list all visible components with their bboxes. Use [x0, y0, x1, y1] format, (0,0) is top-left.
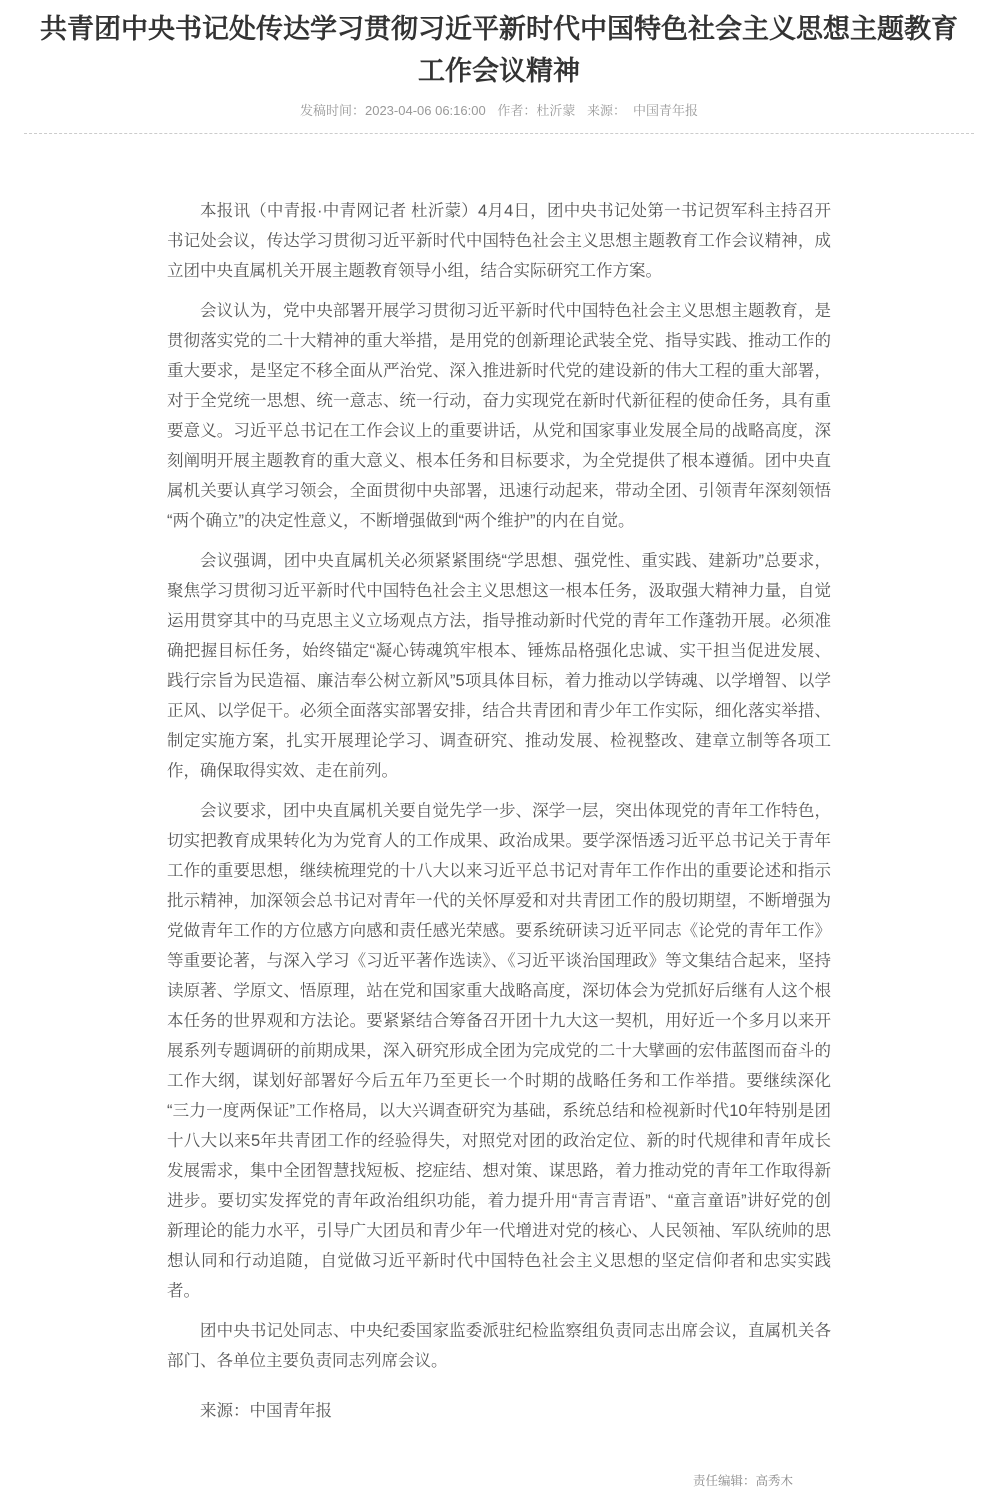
page-title: 共青团中央书记处传达学习贯彻习近平新时代中国特色社会主义思想主题教育工作会议精神	[40, 14, 958, 86]
source-group	[587, 103, 698, 118]
source-label: 来源：	[586, 103, 626, 118]
article-paragraph: 会议要求，团中央直属机关要自觉先学一步、深学一层，突出体现党的青年工作特色，切实把教育成果转化为为党育人的工作成果、政治成果。要学深悟透习近平总书记关于青年工作的重要思想，继续梳理党的十八大以来习近平总书记对青年工作作出的重要论述和指示批示精神，加深领会总书记对青年一代的关怀厚爱和对共青团工作的殷切期望，不断增强为党做青年工作的方位感方向感和责任感光荣感。要系统研读习近平同志《论党的青年工作》等重要论著，与深入学习《习近平著作选读》、《习近平谈治国理政》等文集结合起来，坚持读原著、学原文、悟原理，站在党和国家重大战略高度，深切体会为党抓好后继有人这个根本任务的世界观和方法论。要紧紧结合筹备召开团十九大这一契机，用好近一个多月以来开展系列专题调研的前期成果，深入研究形成全团为完成党的二十大擘画的宏伟蓝图而奋斗的工作大纲，谋划好部署好今后五年乃至更长一个时期的战略任务和工作举措。要继续深化“三力一度两保证”工作格局，以大兴调查研究为基础，系统总结和检视新时代10年特别是团十八大以来5年共青团工作的经验得失，对照党对团的政治定位、新的时代规律和青年成长发展需求，集中全团智慧找短板、挖症结、想对策、谋思路，着力推动党的青年工作取得新进步。要切实发挥党的青年政治组织功能，着力提升用“青言青语”、“童言童语”讲好党的创新理论的能力水平，引导广大团员和青少年一代增进对党的核心、人民领袖、军队统帅的思想认同和行动追随，自觉做习近平新时代中国特色社会主义思想的坚定信仰者和忠实实践者。	[167, 802, 831, 1300]
publish-time-label: 发稿时间：	[299, 103, 365, 118]
source-name: 中国青年报	[633, 103, 699, 118]
article-body	[167, 196, 831, 1426]
author-name: 杜沂蒙	[536, 103, 576, 118]
article-footer	[0, 1472, 998, 1490]
article-header	[0, 0, 998, 134]
article-meta	[0, 102, 998, 120]
article-paragraph: 会议强调，团中央直属机关必须紧紧围绕“学思想、强党性、重实践、建新功”总要求，聚焦学习贯彻习近平新时代中国特色社会主义思想这一根本任务，汲取强大精神力量，自觉运用贯穿其中的马克思主义立场观点方法，指导推动新时代党的青年工作蓬勃开展。必须准确把握目标任务，始终锚定“凝心铸魂筑牢根本、锤炼品格强化忠诚、实干担当促进发展、践行宗旨为民造福、廉洁奉公树立新风”5项具体目标，着力推动以学铸魂、以学增智、以学正风、以学促干。必须全面落实部署安排，结合共青团和青少年工作实际，细化落实举措、制定实施方案，扎实开展理论学习、调查研究、推动发展、检视整改、建章立制等各项工作，确保取得实效、走在前列。	[167, 552, 831, 780]
article-paragraph: 本报讯（中青报·中青网记者 杜沂蒙）4月4日，团中央书记处第一书记贺军科主持召开书记处会议，传达学习贯彻习近平新时代中国特色社会主义思想主题教育工作会议精神，成立团中央直属机关开展主题教育领导小组，结合实际研究工作方案。	[167, 202, 831, 280]
article-source-line: 来源：中国青年报	[200, 1402, 332, 1420]
header-divider	[24, 133, 974, 134]
publish-time-value: 2023-04-06 06:16:00	[364, 103, 486, 118]
author-group	[497, 103, 575, 118]
article-paragraph: 团中央书记处同志、中央纪委国家监委派驻纪检监察组负责同志出席会议，直属机关各部门、各单位主要负责同志列席会议。	[167, 1322, 831, 1370]
editor-label: 责任编辑：	[692, 1474, 756, 1488]
publish-time-group	[300, 103, 486, 118]
article-paragraph: 会议认为，党中央部署开展学习贯彻习近平新时代中国特色社会主义思想主题教育，是贯彻落实党的二十大精神的重大举措，是用党的创新理论武装全党、指导实践、推动工作的重大要求，是坚定不移全面从严治党、深入推进新时代党的建设新的伟大工程的重大部署，对于全党统一思想、统一意志、统一行动，奋力实现党在新时代新征程的使命任务，具有重要意义。习近平总书记在工作会议上的重要讲话，从党和国家事业发展全局的战略高度，深刻阐明开展主题教育的重大意义、根本任务和目标要求，为全党提供了根本遵循。团中央直属机关要认真学习领会，全面贯彻中央部署，迅速行动起来，带动全团、引领青年深刻领悟“两个确立”的决定性意义，不断增强做到“两个维护”的内在自觉。	[167, 302, 831, 530]
editor-name: 高秀木	[755, 1474, 793, 1488]
author-label: 作者：	[497, 103, 537, 118]
